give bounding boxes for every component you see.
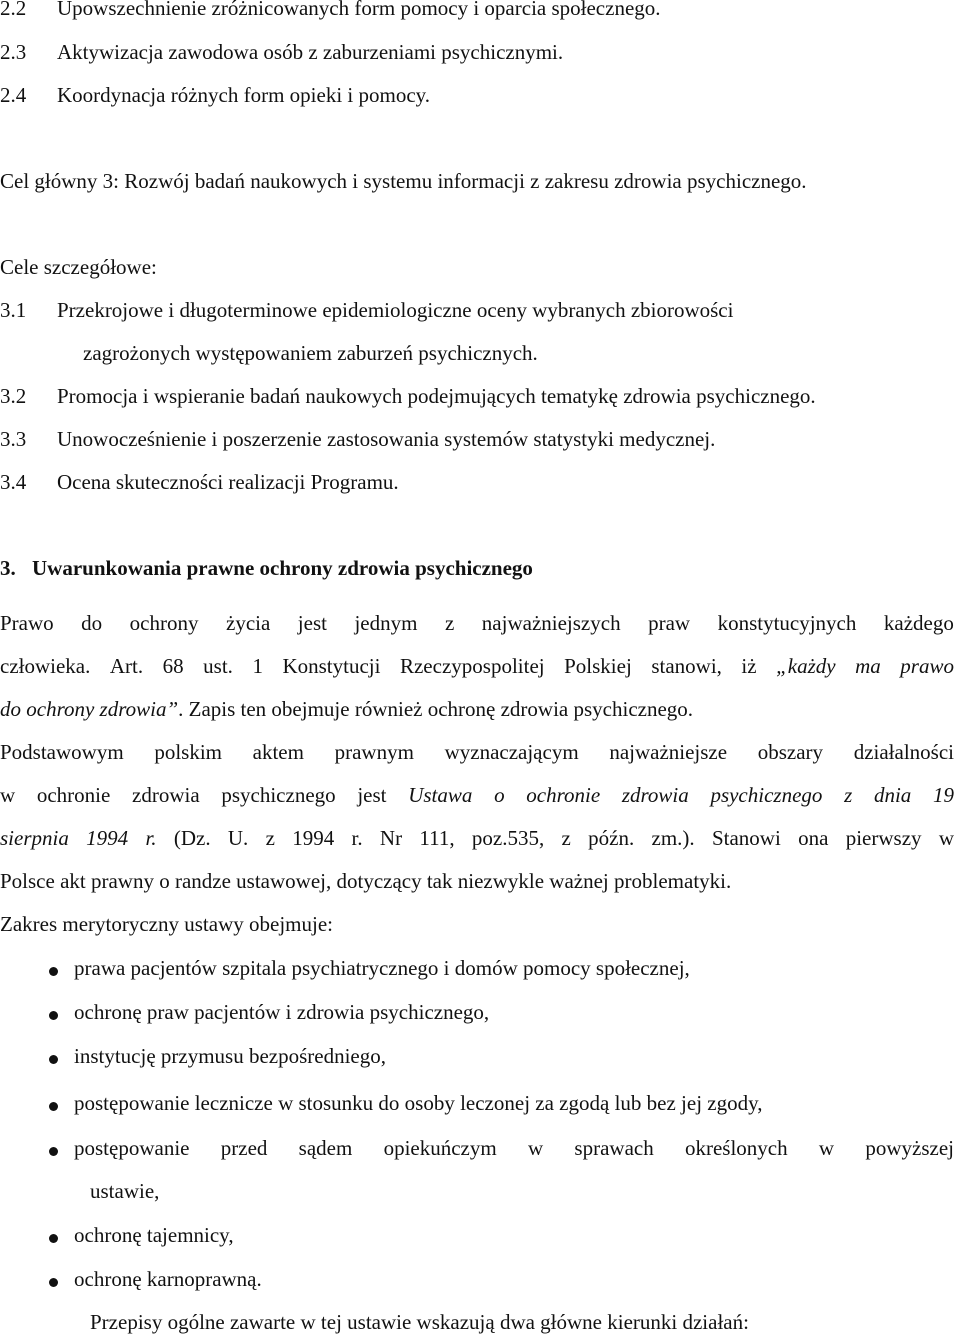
item-text: Przekrojowe i długoterminowe epidemiologiczne oceny wybranych zbiorowości bbox=[57, 298, 734, 322]
item-number: 3.1 bbox=[0, 298, 27, 322]
heading-number: 3. bbox=[0, 556, 16, 580]
item-number: 2.2 bbox=[0, 0, 27, 20]
bullet-icon bbox=[49, 1011, 58, 1020]
paragraph-2-line-1: Podstawowym polskim aktem prawnym wyznaczającym najważniejsze obszary działalności bbox=[0, 740, 954, 764]
bullet-icon bbox=[49, 1147, 58, 1156]
item-text-continued: zagrożonych występowaniem zaburzeń psychicznych. bbox=[83, 341, 538, 365]
item-number: 2.4 bbox=[0, 83, 27, 107]
paragraph-2-line-4: Polsce akt prawny o randze ustawowej, dotyczący tak niezwykle ważnej problematyki. bbox=[0, 869, 732, 893]
bullet-icon bbox=[49, 1055, 58, 1064]
item-number: 3.2 bbox=[0, 384, 27, 408]
bullet-icon bbox=[49, 1278, 58, 1287]
specific-goals-label: Cele szczegółowe: bbox=[0, 255, 157, 279]
item-number: 2.3 bbox=[0, 40, 27, 64]
scope-label: Zakres merytoryczny ustawy obejmuje: bbox=[0, 912, 333, 936]
paragraph-2-line-3: sierpnia 1994 r. (Dz. U. z 1994 r. Nr 111, poz.535, z późn. zm.). Stanowi ona pierwszy w bbox=[0, 826, 954, 850]
item-number: 3.3 bbox=[0, 427, 27, 451]
item-text: Promocja i wspieranie badań naukowych podejmujących tematykę zdrowia psychicznego. bbox=[57, 384, 816, 408]
bullet-icon bbox=[49, 1102, 58, 1111]
paragraph-1-line-1: Prawo do ochrony życia jest jednym z najważniejszych praw konstytucyjnych każdego bbox=[0, 611, 954, 635]
heading-text: Uwarunkowania prawne ochrony zdrowia psychicznego bbox=[32, 556, 533, 580]
item-text: Koordynacja różnych form opieki i pomocy. bbox=[57, 83, 431, 107]
item-text: Aktywizacja zawodowa osób z zaburzeniami psychicznymi. bbox=[57, 40, 564, 64]
main-goal-3: Cel główny 3: Rozwój badań naukowych i systemu informacji z zakresu zdrowia psychicznego. bbox=[0, 169, 807, 193]
paragraph-1-line-2: człowieka. Art. 68 ust. 1 Konstytucji Rzeczypospolitej Polskiej stanowi, iż „każdy ma prawo bbox=[0, 654, 954, 678]
bullet-icon bbox=[49, 1234, 58, 1243]
paragraph-2-line-2: w ochronie zdrowia psychicznego jest Ustawa o ochronie zdrowia psychicznego z dnia 19 bbox=[0, 783, 954, 807]
item-text: Ocena skuteczności realizacji Programu. bbox=[57, 470, 399, 494]
bullet-icon bbox=[49, 967, 58, 976]
paragraph-1-line-3: do ochrony zdrowia”. Zapis ten obejmuje również ochronę zdrowia psychicznego. bbox=[0, 697, 694, 721]
item-text: Unowocześnienie i poszerzenie zastosowania systemów statystyki medycznej. bbox=[57, 427, 716, 451]
item-number: 3.4 bbox=[0, 470, 27, 494]
item-text: Upowszechnienie zróżnicowanych form pomocy i oparcia społecznego. bbox=[57, 0, 661, 20]
